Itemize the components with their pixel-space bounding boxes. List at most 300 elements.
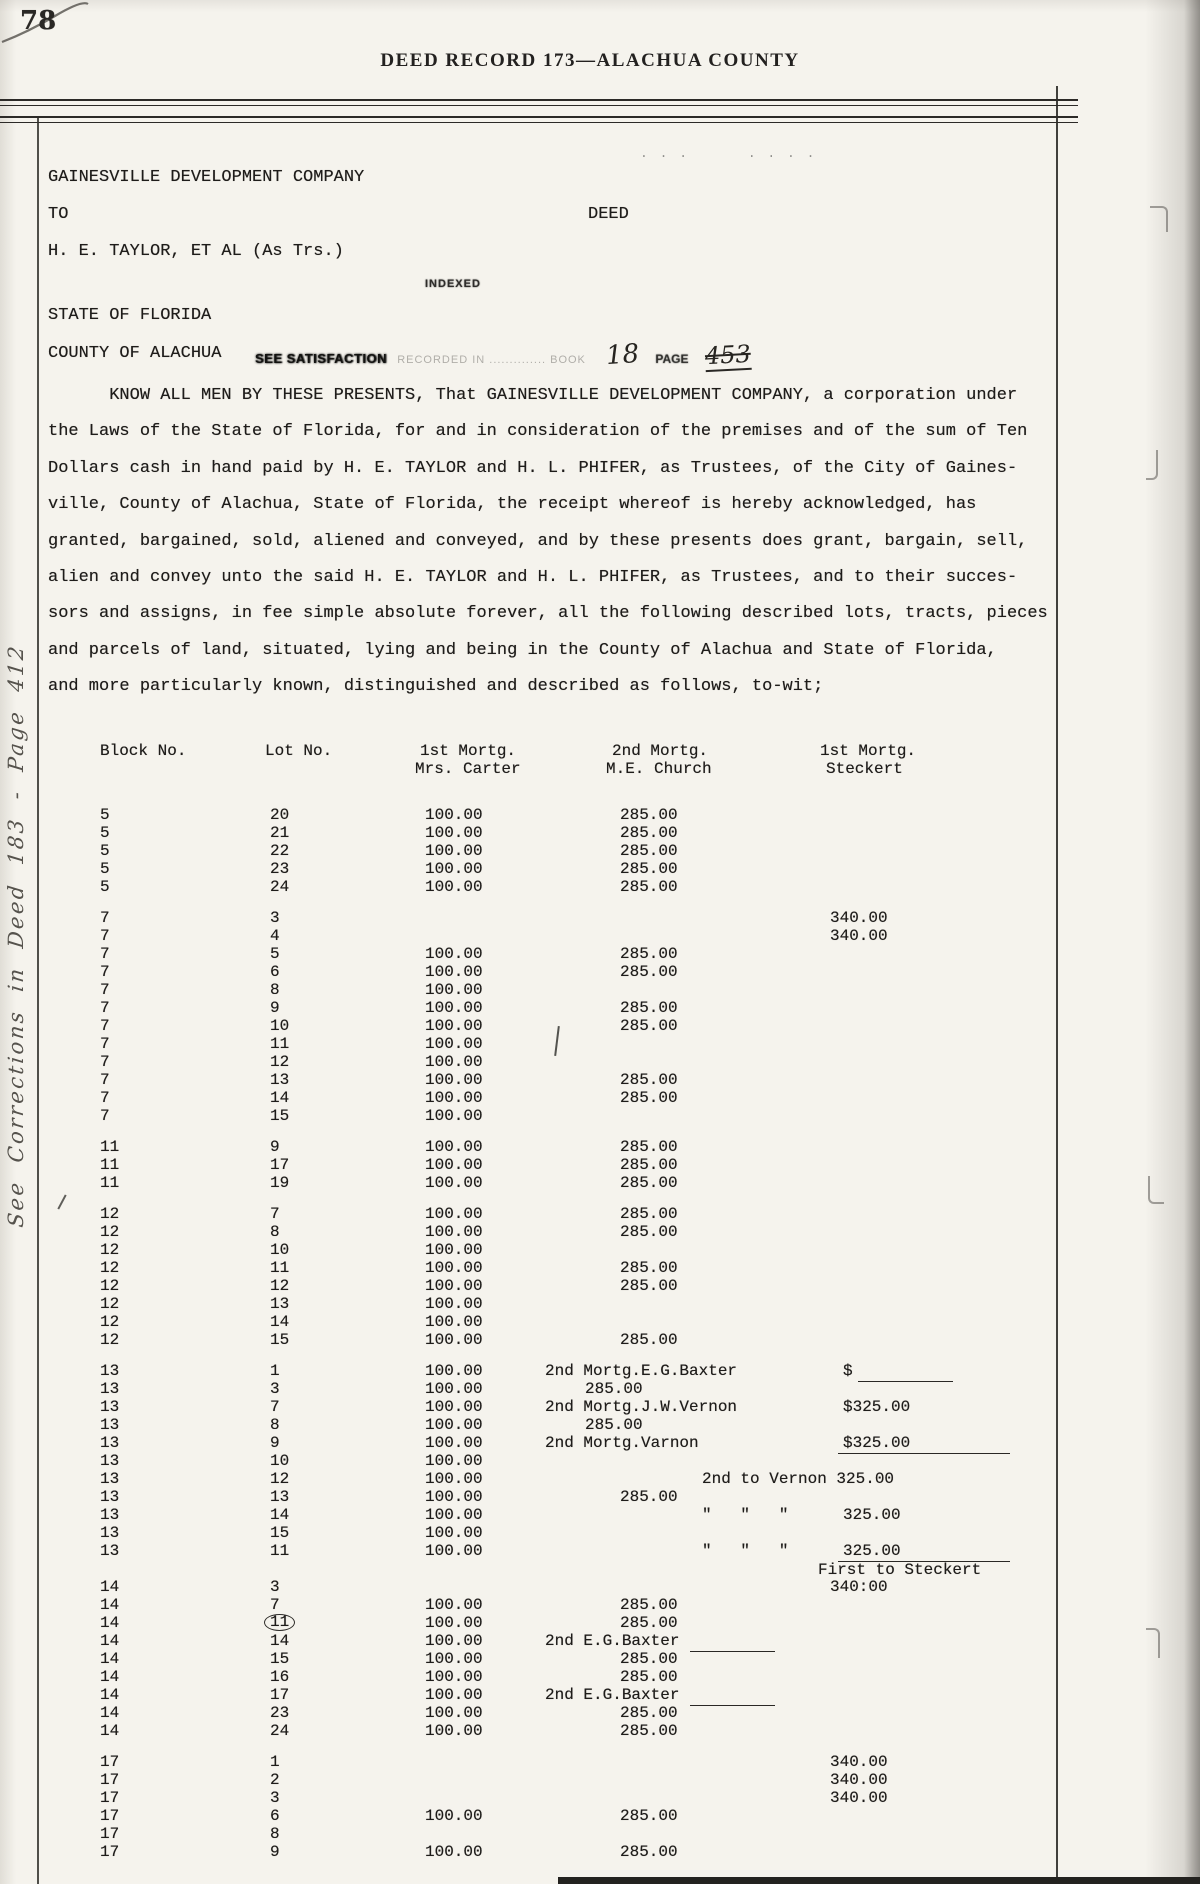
cell-block: 17 bbox=[100, 1843, 120, 1861]
table-row bbox=[0, 1380, 1100, 1398]
table-row bbox=[0, 1362, 1100, 1380]
cell-block: 12 bbox=[100, 1331, 120, 1349]
cell-carter: 100.00 bbox=[425, 842, 483, 860]
cell-block: 13 bbox=[100, 1524, 120, 1542]
table-row bbox=[0, 1071, 1100, 1089]
indexed-stamp: INDEXED bbox=[425, 278, 481, 290]
cell-lot: 15 bbox=[270, 1331, 290, 1349]
cell-block: 5 bbox=[100, 824, 110, 842]
table-group bbox=[0, 806, 1100, 896]
table-row bbox=[0, 1089, 1100, 1107]
table-row bbox=[0, 878, 1100, 896]
cell-carter: 100.00 bbox=[425, 1596, 483, 1614]
table-row bbox=[0, 1596, 1100, 1614]
cell-lot: 7 bbox=[270, 1596, 280, 1614]
cell-carter: 100.00 bbox=[425, 1380, 483, 1398]
cell-lot: 17 bbox=[270, 1686, 290, 1704]
cell-block: 11 bbox=[100, 1174, 120, 1192]
cell-carter: 100.00 bbox=[425, 963, 483, 981]
double-rule-bottom bbox=[0, 116, 1078, 123]
table-row bbox=[0, 1452, 1100, 1470]
cell-block: 12 bbox=[100, 1277, 120, 1295]
table-row bbox=[0, 1561, 1100, 1596]
table-row bbox=[0, 1506, 1100, 1524]
table-row bbox=[0, 1704, 1100, 1722]
cell-lot: 24 bbox=[270, 1722, 290, 1740]
cell-lot: 22 bbox=[270, 842, 290, 860]
table-row bbox=[0, 981, 1100, 999]
table-row bbox=[0, 824, 1100, 842]
cell-church: 285.00 bbox=[620, 1668, 678, 1686]
page-edge-shadow bbox=[1184, 0, 1200, 1884]
cell-block: 13 bbox=[100, 1416, 120, 1434]
cell-block: 7 bbox=[100, 927, 110, 945]
cell-steckert-note: $325.00 bbox=[843, 1434, 911, 1452]
cell-block: 13 bbox=[100, 1488, 120, 1506]
cell-carter: 100.00 bbox=[425, 1452, 483, 1470]
cell-lot: 1 bbox=[270, 1362, 280, 1380]
body-line: alien and convey unto the said H. E. TAYLOR and H. L. PHIFER, as Trustees, and to their succes- bbox=[48, 567, 1018, 587]
cell-carter: 100.00 bbox=[425, 878, 483, 896]
cell-church: 285.00 bbox=[585, 1416, 643, 1434]
cell-lot: 2 bbox=[270, 1771, 280, 1789]
state-line: STATE OF FLORIDA bbox=[48, 306, 212, 325]
cell-church: 285.00 bbox=[620, 999, 678, 1017]
cell-church: 285.00 bbox=[620, 824, 678, 842]
cell-block: 14 bbox=[100, 1614, 120, 1632]
cell-carter: 100.00 bbox=[425, 1704, 483, 1722]
cell-block: 7 bbox=[100, 1107, 110, 1125]
cell-lot: 12 bbox=[270, 1470, 290, 1488]
cell-lot: 6 bbox=[270, 963, 280, 981]
scan-artifact bbox=[1146, 450, 1158, 480]
table-row bbox=[0, 1470, 1100, 1488]
cell-carter: 100.00 bbox=[425, 1722, 483, 1740]
table-row bbox=[0, 1017, 1100, 1035]
table-row bbox=[0, 1035, 1100, 1053]
cell-carter: 100.00 bbox=[425, 1107, 483, 1125]
cell-block: 13 bbox=[100, 1470, 120, 1488]
cell-block: 7 bbox=[100, 909, 110, 927]
cell-carter: 100.00 bbox=[425, 1398, 483, 1416]
cell-block: 7 bbox=[100, 1089, 110, 1107]
cell-church: 285.00 bbox=[620, 1138, 678, 1156]
cell-block: 17 bbox=[100, 1753, 120, 1771]
cell-carter: 100.00 bbox=[425, 1089, 483, 1107]
table-row bbox=[0, 1843, 1100, 1861]
lot-schedule-table bbox=[0, 742, 1100, 1874]
cell-block: 12 bbox=[100, 1259, 120, 1277]
cell-lot: 4 bbox=[270, 927, 280, 945]
table-row bbox=[0, 927, 1100, 945]
cell-church-note: 2nd E.G.Baxter bbox=[545, 1632, 680, 1650]
body-line: sors and assigns, in fee simple absolute forever, all the following described lots, tracts, pieces bbox=[48, 604, 1048, 624]
scan-artifact bbox=[1146, 1628, 1160, 1658]
cell-block: 12 bbox=[100, 1295, 120, 1313]
table-note: First to Steckert bbox=[818, 1561, 982, 1579]
col-header-lot: Lot No. bbox=[265, 742, 333, 760]
scan-artifact bbox=[1150, 206, 1168, 232]
cell-lot: 7 bbox=[270, 1398, 280, 1416]
cell-lot: 8 bbox=[270, 1223, 280, 1241]
table-row bbox=[0, 1789, 1100, 1807]
table-row bbox=[0, 842, 1100, 860]
cell-carter: 100.00 bbox=[425, 981, 483, 999]
cell-lot: 15 bbox=[270, 1650, 290, 1668]
cell-church: 285.00 bbox=[620, 1596, 678, 1614]
cell-block: 14 bbox=[100, 1668, 120, 1686]
cell-church: 285.00 bbox=[620, 878, 678, 896]
cell-lot: 10 bbox=[270, 1452, 290, 1470]
cell-lot: 15 bbox=[270, 1107, 290, 1125]
table-row bbox=[0, 860, 1100, 878]
cell-lot: 10 bbox=[270, 1241, 290, 1259]
cell-lot: 19 bbox=[270, 1174, 290, 1192]
cell-lot: 12 bbox=[270, 1277, 290, 1295]
deed-table-rows bbox=[0, 806, 1100, 1861]
table-row bbox=[0, 1053, 1100, 1071]
cell-steckert: 340.00 bbox=[830, 1771, 888, 1789]
cell-block: 17 bbox=[100, 1789, 120, 1807]
handwritten-page-number: 453 bbox=[703, 339, 752, 371]
cell-block: 14 bbox=[100, 1650, 120, 1668]
cell-steckert: 340.00 bbox=[830, 1789, 888, 1807]
cell-steckert-note: 325.00 bbox=[843, 1506, 901, 1524]
cell-steckert-note: 325.00 bbox=[843, 1542, 901, 1560]
cell-lot: 8 bbox=[270, 981, 280, 999]
cell-steckert-note: $325.00 bbox=[843, 1398, 911, 1416]
table-header-row-2 bbox=[0, 760, 1100, 778]
cell-church-note: 2nd E.G.Baxter bbox=[545, 1686, 680, 1704]
table-row bbox=[0, 1753, 1100, 1771]
record-book-header: DEED RECORD 173—ALACHUA COUNTY bbox=[380, 50, 800, 71]
cell-block: 14 bbox=[100, 1578, 120, 1596]
cell-carter: 100.00 bbox=[425, 1362, 483, 1380]
table-row bbox=[0, 1650, 1100, 1668]
cell-steckert: 340:00 bbox=[830, 1578, 888, 1596]
table-row bbox=[0, 1771, 1100, 1789]
cell-church: 285.00 bbox=[620, 1722, 678, 1740]
grantor-name: GAINESVILLE DEVELOPMENT COMPANY bbox=[48, 168, 365, 187]
cell-church: 285.00 bbox=[620, 1488, 678, 1506]
cell-carter: 100.00 bbox=[425, 1524, 483, 1542]
cell-church: 285.00 bbox=[620, 806, 678, 824]
cell-lot: 7 bbox=[270, 1205, 280, 1223]
col-header-church-title: 2nd Mortg. bbox=[612, 742, 709, 760]
cell-carter: 100.00 bbox=[425, 1542, 483, 1560]
cell-carter: 100.00 bbox=[425, 945, 483, 963]
cell-carter: 100.00 bbox=[425, 806, 483, 824]
cell-span-note: " " " bbox=[702, 1542, 789, 1560]
cell-lot: 14 bbox=[270, 1506, 290, 1524]
cell-carter: 100.00 bbox=[425, 1053, 483, 1071]
cell-block: 12 bbox=[100, 1205, 120, 1223]
body-line: and parcels of land, situated, lying and being in the County of Alachua and State of Florida, bbox=[48, 640, 997, 660]
table-row bbox=[0, 1722, 1100, 1740]
cell-lot: 20 bbox=[270, 806, 290, 824]
cell-block: 14 bbox=[100, 1596, 120, 1614]
cell-lot: 13 bbox=[270, 1488, 290, 1506]
cell-carter: 100.00 bbox=[425, 1506, 483, 1524]
cell-carter: 100.00 bbox=[425, 1138, 483, 1156]
cell-lot: 16 bbox=[270, 1668, 290, 1686]
cell-lot: 1 bbox=[270, 1753, 280, 1771]
cell-block: 14 bbox=[100, 1686, 120, 1704]
cell-steckert: 340.00 bbox=[830, 1753, 888, 1771]
cell-church: 285.00 bbox=[620, 1223, 678, 1241]
table-row bbox=[0, 1398, 1100, 1416]
table-group bbox=[0, 1561, 1100, 1740]
cell-block: 14 bbox=[100, 1722, 120, 1740]
cell-block: 7 bbox=[100, 1071, 110, 1089]
cell-steckert: 340.00 bbox=[830, 927, 888, 945]
cell-block: 7 bbox=[100, 945, 110, 963]
table-row bbox=[0, 1138, 1100, 1156]
table-row bbox=[0, 1156, 1100, 1174]
col-header-carter-sub: Mrs. Carter bbox=[415, 760, 521, 778]
cell-carter: 100.00 bbox=[425, 1259, 483, 1277]
cell-block: 11 bbox=[100, 1138, 120, 1156]
cell-lot: 9 bbox=[270, 1843, 280, 1861]
double-rule-top bbox=[0, 99, 1078, 106]
table-row bbox=[0, 1416, 1100, 1434]
table-row bbox=[0, 909, 1100, 927]
cell-block: 7 bbox=[100, 963, 110, 981]
cell-span-note: 2nd to Vernon 325.00 bbox=[702, 1470, 895, 1488]
body-line: the Laws of the State of Florida, for and in consideration of the premises and of the sum of Ten bbox=[48, 422, 1028, 442]
cell-block: 7 bbox=[100, 1053, 110, 1071]
table-row bbox=[0, 1614, 1100, 1632]
cell-lot: 11 bbox=[270, 1035, 290, 1053]
cell-church: 285.00 bbox=[620, 1843, 678, 1861]
table-row bbox=[0, 1488, 1100, 1506]
cell-block: 13 bbox=[100, 1542, 120, 1560]
table-row bbox=[0, 1668, 1100, 1686]
cell-block: 13 bbox=[100, 1380, 120, 1398]
cell-lot: 3 bbox=[270, 1380, 280, 1398]
cell-church: 285.00 bbox=[585, 1380, 643, 1398]
stamp-text-bold: SEE SATISFACTION bbox=[255, 351, 387, 366]
cell-block: 13 bbox=[100, 1362, 120, 1380]
table-row bbox=[0, 1686, 1100, 1704]
cell-carter: 100.00 bbox=[425, 1071, 483, 1089]
cell-lot: 13 bbox=[270, 1295, 290, 1313]
cell-block: 5 bbox=[100, 842, 110, 860]
cell-block: 14 bbox=[100, 1632, 120, 1650]
cell-lot: 23 bbox=[270, 860, 290, 878]
cell-church-note: 2nd Mortg.Varnon bbox=[545, 1434, 699, 1452]
scan-artifact bbox=[1148, 1176, 1164, 1204]
cell-carter: 100.00 bbox=[425, 1174, 483, 1192]
cell-carter: 100.00 bbox=[425, 1843, 483, 1861]
cell-block: 7 bbox=[100, 1017, 110, 1035]
cell-lot: 9 bbox=[270, 1434, 280, 1452]
cell-block: 7 bbox=[100, 1035, 110, 1053]
table-row bbox=[0, 1174, 1100, 1192]
cell-block: 12 bbox=[100, 1313, 120, 1331]
cell-church: 285.00 bbox=[620, 1259, 678, 1277]
cell-church: 285.00 bbox=[620, 1650, 678, 1668]
cell-block: 7 bbox=[100, 981, 110, 999]
cell-church-note: 2nd Mortg.E.G.Baxter bbox=[545, 1362, 738, 1380]
handwritten-book-number: 18 bbox=[605, 338, 641, 372]
cell-block: 17 bbox=[100, 1825, 120, 1843]
cell-block: 13 bbox=[100, 1506, 120, 1524]
table-row bbox=[0, 963, 1100, 981]
cell-church: 285.00 bbox=[620, 1331, 678, 1349]
cell-lot: 5 bbox=[270, 945, 280, 963]
table-group bbox=[0, 1753, 1100, 1861]
cell-carter: 100.00 bbox=[425, 1434, 483, 1452]
table-row bbox=[0, 1542, 1100, 1560]
cell-carter: 100.00 bbox=[425, 1241, 483, 1259]
to-label: TO bbox=[48, 205, 69, 224]
cell-church: 285.00 bbox=[620, 1156, 678, 1174]
table-row bbox=[0, 1313, 1100, 1331]
cell-lot: 9 bbox=[270, 999, 280, 1017]
cell-lot: 8 bbox=[270, 1825, 280, 1843]
cell-block: 11 bbox=[100, 1156, 120, 1174]
cell-block: 7 bbox=[100, 999, 110, 1017]
table-row bbox=[0, 1259, 1100, 1277]
handwritten-margin-note: See Corrections in Deed 183 - Page 412 bbox=[4, 642, 28, 1229]
table-group bbox=[0, 1138, 1100, 1192]
cell-carter: 100.00 bbox=[425, 999, 483, 1017]
cell-block: 14 bbox=[100, 1704, 120, 1722]
body-line: granted, bargained, sold, aliened and conveyed, and by these presents does grant, bargain, sell, bbox=[48, 531, 1028, 551]
stamp-page-label: PAGE bbox=[655, 352, 689, 366]
cell-carter: 100.00 bbox=[425, 1614, 483, 1632]
table-group bbox=[0, 1362, 1100, 1560]
cell-lot: 14 bbox=[270, 1632, 290, 1650]
table-row bbox=[0, 1434, 1100, 1452]
table-row bbox=[0, 1807, 1100, 1825]
cell-lot: 24 bbox=[270, 878, 290, 896]
cell-church-note: 2nd Mortg.J.W.Vernon bbox=[545, 1398, 738, 1416]
table-row bbox=[0, 1331, 1100, 1349]
body-line: KNOW ALL MEN BY THESE PRESENTS, That GAINESVILLE DEVELOPMENT COMPANY, a corporation under bbox=[48, 386, 1018, 405]
cell-church: 285.00 bbox=[620, 945, 678, 963]
cell-carter: 100.00 bbox=[425, 1686, 483, 1704]
cell-lot: 13 bbox=[270, 1071, 290, 1089]
body-line: ville, County of Alachua, State of Florida, the receipt whereof is hereby acknowledged, has bbox=[48, 495, 977, 515]
cell-block: 5 bbox=[100, 860, 110, 878]
cell-steckert: 340.00 bbox=[830, 909, 888, 927]
cell-lot: 23 bbox=[270, 1704, 290, 1722]
satisfaction-stamp bbox=[255, 340, 751, 371]
cell-carter: 100.00 bbox=[425, 1331, 483, 1349]
col-header-steckert-sub: Steckert bbox=[826, 760, 903, 778]
cell-block: 13 bbox=[100, 1398, 120, 1416]
cell-lot: 21 bbox=[270, 824, 290, 842]
table-row bbox=[0, 1241, 1100, 1259]
deed-body bbox=[48, 386, 1060, 714]
caption-block bbox=[48, 146, 1058, 383]
body-line: Dollars cash in hand paid by H. E. TAYLOR and H. L. PHIFER, as Trustees, of the City of Gaines- bbox=[48, 458, 1018, 478]
cell-church: 285.00 bbox=[620, 1017, 678, 1035]
cell-carter: 100.00 bbox=[425, 1313, 483, 1331]
table-row bbox=[0, 1524, 1100, 1542]
table-row bbox=[0, 1825, 1100, 1843]
table-row bbox=[0, 1205, 1100, 1223]
cell-block: 5 bbox=[100, 878, 110, 896]
cell-carter: 100.00 bbox=[425, 1205, 483, 1223]
instrument-type: DEED bbox=[588, 205, 629, 224]
county-line: COUNTY OF ALACHUA bbox=[48, 344, 222, 363]
table-row bbox=[0, 1107, 1100, 1125]
col-header-carter-title: 1st Mortg. bbox=[420, 742, 517, 760]
cell-block: 13 bbox=[100, 1434, 120, 1452]
cell-lot: 9 bbox=[270, 1138, 280, 1156]
cell-carter: 100.00 bbox=[425, 824, 483, 842]
cell-carter: 100.00 bbox=[425, 1416, 483, 1434]
stamp-text-faint: RECORDED IN .............. BOOK bbox=[397, 354, 586, 366]
cell-carter: 100.00 bbox=[425, 1807, 483, 1825]
col-header-church-sub: M.E. Church bbox=[606, 760, 712, 778]
col-header-block: Block No. bbox=[100, 742, 187, 760]
cell-church: 285.00 bbox=[620, 1807, 678, 1825]
cell-church: 285.00 bbox=[620, 963, 678, 981]
body-line: and more particularly known, distinguished and described as follows, to-wit; bbox=[48, 677, 824, 697]
cell-lot: 11 bbox=[264, 1614, 295, 1631]
table-group bbox=[0, 1205, 1100, 1349]
cell-church: 285.00 bbox=[620, 1205, 678, 1223]
table-row bbox=[0, 1295, 1100, 1313]
cell-block: 17 bbox=[100, 1771, 120, 1789]
cell-lot: 14 bbox=[270, 1313, 290, 1331]
cell-church: 285.00 bbox=[620, 1071, 678, 1089]
cell-block: 12 bbox=[100, 1241, 120, 1259]
cell-lot: 8 bbox=[270, 1416, 280, 1434]
table-row bbox=[0, 1223, 1100, 1241]
cell-carter: 100.00 bbox=[425, 1488, 483, 1506]
cell-carter: 100.00 bbox=[425, 1632, 483, 1650]
cell-block: 5 bbox=[100, 806, 110, 824]
cell-carter: 100.00 bbox=[425, 1017, 483, 1035]
cell-church: 285.00 bbox=[620, 1089, 678, 1107]
col-header-steckert-title: 1st Mortg. bbox=[820, 742, 917, 760]
cell-steckert-note: $ bbox=[843, 1362, 853, 1380]
cell-block: 12 bbox=[100, 1223, 120, 1241]
scan-edge-band bbox=[558, 1877, 1200, 1884]
cell-church: 285.00 bbox=[620, 860, 678, 878]
cell-lot: 15 bbox=[270, 1524, 290, 1542]
faint-dots-artifact: . . . . . . . bbox=[640, 146, 817, 161]
cell-carter: 100.00 bbox=[425, 1223, 483, 1241]
cell-church: 285.00 bbox=[620, 1174, 678, 1192]
cell-church: 285.00 bbox=[620, 842, 678, 860]
cell-carter: 100.00 bbox=[425, 1035, 483, 1053]
cell-lot: 12 bbox=[270, 1053, 290, 1071]
table-row bbox=[0, 1632, 1100, 1650]
cell-span-note: " " " bbox=[702, 1506, 789, 1524]
table-row bbox=[0, 1277, 1100, 1295]
table-row bbox=[0, 945, 1100, 963]
cell-carter: 100.00 bbox=[425, 1470, 483, 1488]
cell-lot: 10 bbox=[270, 1017, 290, 1035]
cell-lot: 11 bbox=[270, 1259, 290, 1277]
grantee-name: H. E. TAYLOR, ET AL (As Trs.) bbox=[48, 242, 344, 261]
cell-carter: 100.00 bbox=[425, 860, 483, 878]
table-row bbox=[0, 806, 1100, 824]
cell-carter: 100.00 bbox=[425, 1668, 483, 1686]
cell-lot: 3 bbox=[270, 1789, 280, 1807]
table-row bbox=[0, 999, 1100, 1017]
cell-lot: 11 bbox=[270, 1542, 290, 1560]
cell-lot: 3 bbox=[270, 909, 280, 927]
cell-carter: 100.00 bbox=[425, 1277, 483, 1295]
cell-lot: 14 bbox=[270, 1089, 290, 1107]
